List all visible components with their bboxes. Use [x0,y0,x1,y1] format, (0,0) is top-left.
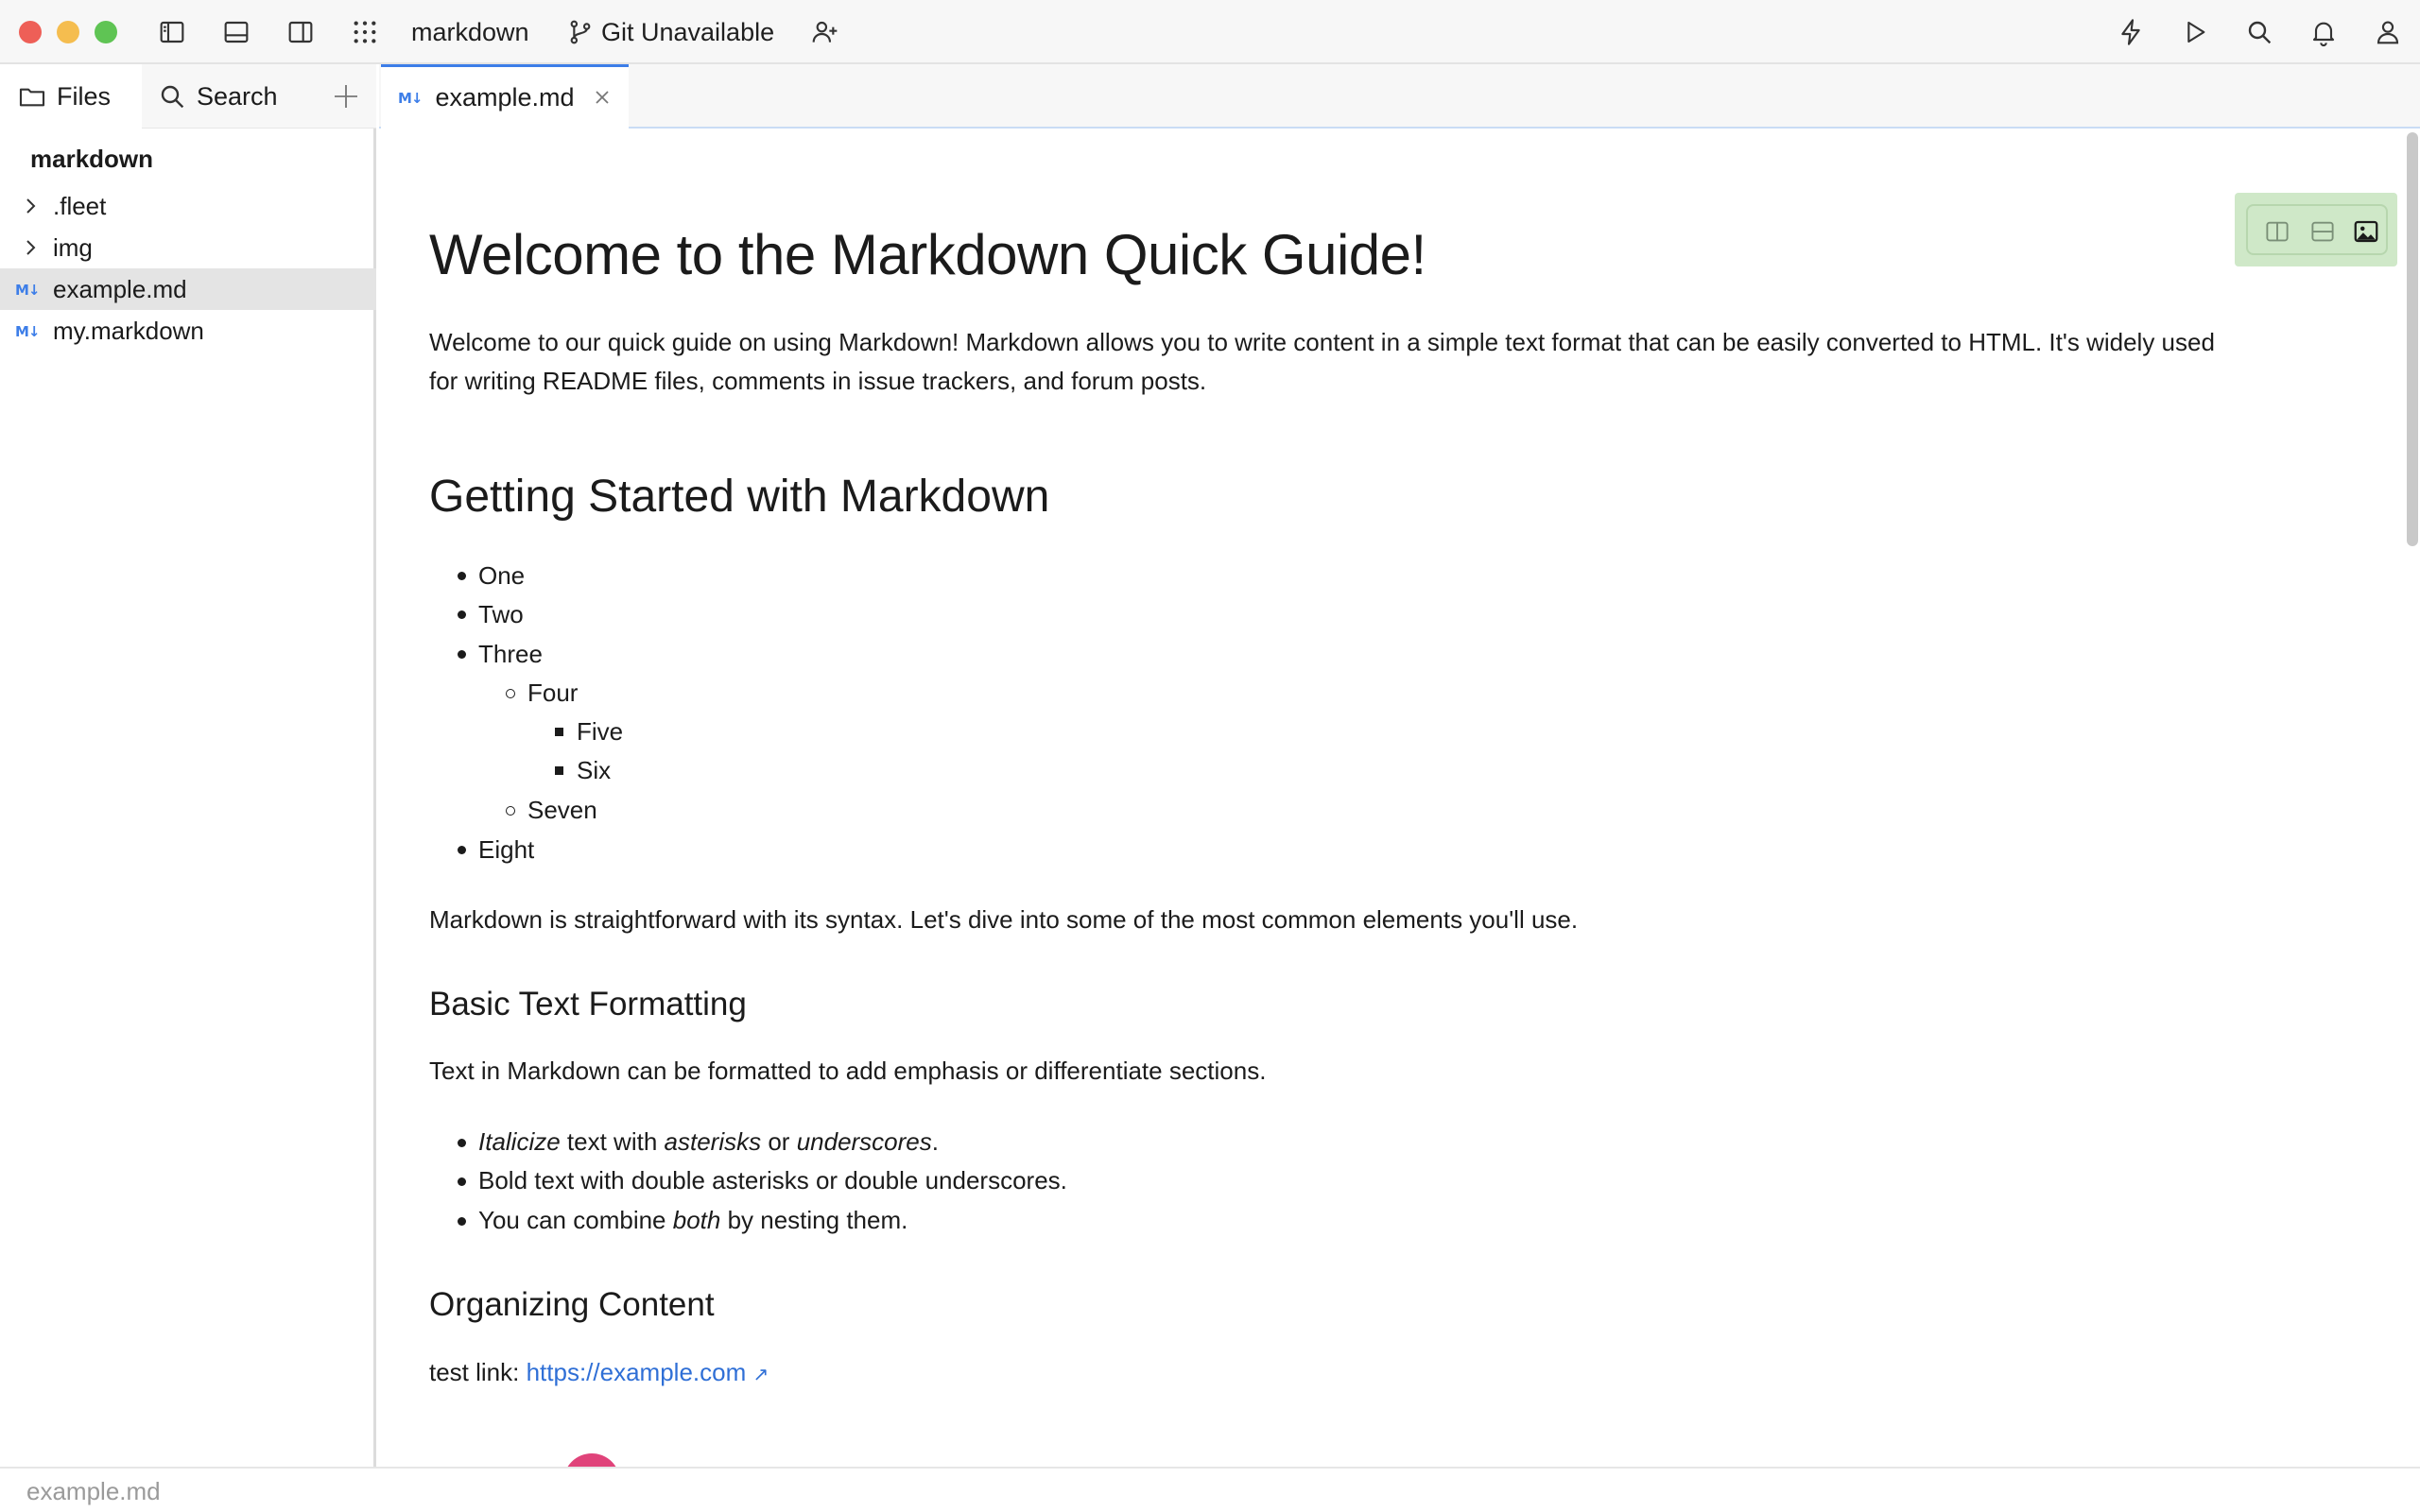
lightning-icon[interactable] [2112,13,2150,51]
image-icon [2352,217,2380,246]
italic-text: Italicize [478,1127,561,1156]
folder-icon [17,81,47,112]
status-bar [0,1467,2420,1512]
tab-search-label: Search [197,81,278,111]
list-bullet [458,650,466,659]
tree-item-fleet[interactable] [0,185,376,227]
account-icon[interactable] [2369,13,2407,51]
preview-mode-toolbar [2235,193,2397,266]
tree-item-label: example.md [53,275,187,303]
doc-heading-2: Getting Started with Markdown [429,472,1050,522]
preview-only-button[interactable] [2350,215,2382,248]
list-item-italic [478,1125,939,1159]
plain-text: You can combine [478,1206,673,1234]
tab-example-md[interactable] [381,64,629,129]
toggle-bottom-panel-icon[interactable] [217,13,255,51]
chevron-right-icon[interactable] [19,195,42,217]
minimize-window-button[interactable] [57,21,79,43]
list-bullet [458,1139,466,1147]
list-bullet [458,846,466,854]
link-text: https://example.com [526,1358,747,1386]
plain-text: text with [560,1127,665,1156]
tree-item-img[interactable] [0,227,376,268]
doc-syntax-paragraph: Markdown is straightforward with its syntax. Let's dive into some of the most common elements you'll use. [429,905,1579,934]
close-tab-icon[interactable] [591,86,614,109]
split-horizontal-button[interactable] [2307,215,2339,248]
italic-text: both [672,1206,721,1234]
file-sidebar [0,64,376,1467]
doc-basic-paragraph: Text in Markdown can be formatted to add emphasis or differentiate sections. [429,1057,1267,1085]
italic-text: asterisks [664,1127,762,1156]
add-user-icon[interactable] [805,13,843,51]
chevron-right-icon[interactable] [19,236,42,259]
list-item: Bold text with double asterisks or double underscores. [478,1166,1067,1194]
toggle-right-panel-icon[interactable] [282,13,320,51]
tree-item-example-md[interactable] [0,268,376,310]
link-prefix: test link: [429,1358,527,1386]
list-item: Four [527,679,579,707]
search-icon [157,81,187,112]
editor-tab-bar [379,64,2420,129]
tree-item-label: my.markdown [53,317,204,345]
toggle-left-panel-icon[interactable] [153,13,191,51]
list-item: Five [577,717,624,746]
list-item: Seven [527,796,597,824]
preview-mode-group [2246,204,2388,255]
tab-files-label: Files [57,81,112,111]
list-bullet [458,1217,466,1226]
doc-intro-line-2: for writing README files, comments in issue trackers, and forum posts. [429,367,1207,395]
external-link-icon: ↗ [752,1365,769,1385]
doc-heading-organizing: Organizing Content [429,1286,715,1323]
split-vertical-icon [2263,217,2291,246]
project-name[interactable]: markdown [411,18,529,46]
tree-item-label: img [53,233,93,262]
plain-text: . [931,1127,939,1156]
status-file-name[interactable]: example.md [26,1477,161,1505]
zoom-window-button[interactable] [95,21,117,43]
plain-text: by nesting them. [720,1206,908,1234]
split-vertical-button[interactable] [2261,215,2293,248]
list-item: Two [478,600,524,628]
markdown-file-icon: M↓ [398,89,423,107]
search-icon[interactable] [2240,13,2278,51]
preview-scrollbar[interactable] [2407,132,2418,546]
grid-menu-icon[interactable] [346,13,384,51]
git-status[interactable]: Git Unavailable [601,18,775,46]
git-branch-icon [562,13,599,51]
list-item: Eight [478,835,535,864]
tree-item-label: .fleet [53,192,107,220]
doc-heading-basic-formatting: Basic Text Formatting [429,986,747,1022]
italic-text: underscores [796,1127,932,1156]
list-item: One [478,561,526,590]
run-icon[interactable] [2176,13,2214,51]
markdown-file-icon: M↓ [15,282,40,299]
doc-intro-line-1: Welcome to our quick guide on using Markdown! Markdown allows you to write content in a simple text format that can be easily converted to HTML. It's widely used [429,328,2215,356]
plain-text: or [761,1127,797,1156]
tab-files[interactable] [0,64,142,129]
list-bullet [506,689,515,698]
title-bar [0,0,2420,64]
tree-item-my-markdown[interactable] [0,310,376,352]
close-window-button[interactable] [19,21,42,43]
sidebar-tabs [0,64,376,129]
project-root[interactable]: markdown [30,145,154,173]
list-bullet [458,1177,466,1186]
markdown-file-icon: M↓ [15,323,40,340]
tab-label: example.md [435,83,575,112]
list-bullet [458,572,466,580]
doc-heading-1: Welcome to the Markdown Quick Guide! [429,223,1426,286]
list-bullet [506,806,515,816]
list-item-combine [478,1203,908,1237]
list-bullet [458,610,466,619]
split-horizontal-icon [2308,217,2337,246]
list-item: Six [577,756,612,784]
add-tab-icon[interactable] [331,81,361,112]
doc-link-paragraph [429,1353,2358,1395]
list-bullet [555,728,563,736]
bell-icon[interactable] [2305,13,2342,51]
list-bullet [555,766,563,775]
list-item: Three [478,640,543,668]
example-link[interactable] [527,1358,769,1386]
